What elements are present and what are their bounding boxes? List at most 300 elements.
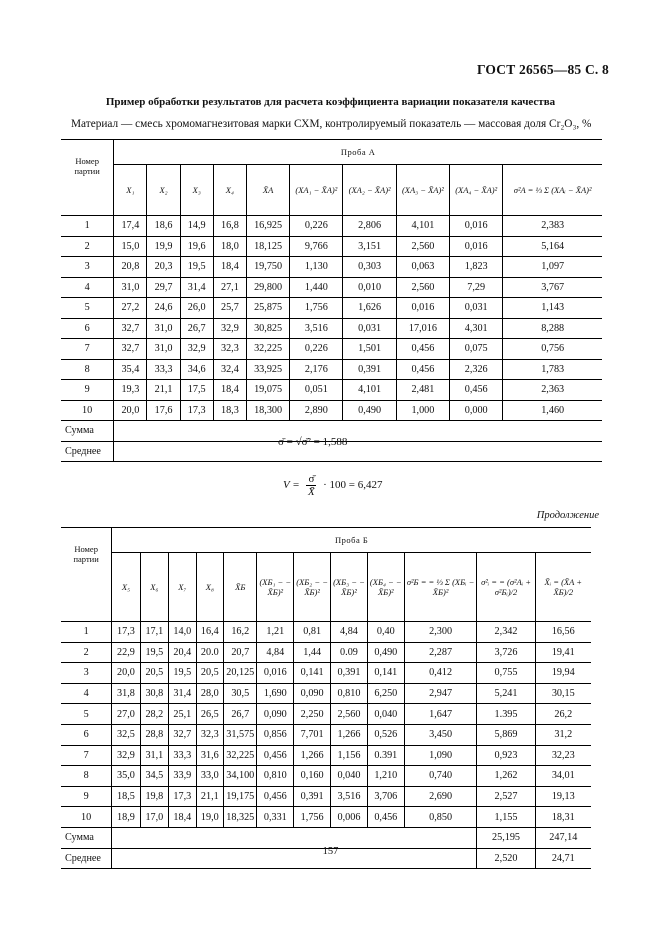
table-cell: 2,947 [404,683,477,704]
table-cell: 32,9 [112,745,140,766]
table-cell: 18,31 [535,807,591,828]
table-cell: 0,090 [257,704,294,725]
table-row [61,807,591,828]
lot-number-cell: 8 [61,766,112,787]
table-cell: 17,3 [180,400,213,421]
table-cell: 30,825 [246,318,289,339]
table-cell: 1,000 [396,400,449,421]
table-cell: 26,5 [196,704,224,725]
table-cell: 0,226 [290,216,343,237]
table-cell: 4,301 [450,318,503,339]
sum-value: 247,14 [535,827,591,848]
table-cell: 19,5 [180,257,213,278]
table-cell: 32,9 [213,318,246,339]
table-cell: 31,6 [196,745,224,766]
table-cell: 5,241 [477,683,535,704]
table-cell: 29,800 [246,277,289,298]
table-cell: 2,342 [477,622,535,643]
table-cell: 30,15 [535,683,591,704]
table-cell: 19,750 [246,257,289,278]
table-cell: 0,051 [290,380,343,401]
header-row-group [61,528,591,553]
table-cell: 1,44 [294,642,331,663]
formula-v-num: σ̄ [308,473,315,485]
table-cell: 2,300 [404,622,477,643]
table-cell: 33,3 [147,359,180,380]
table-cell: 26,7 [224,704,257,725]
table-cell: 2,481 [396,380,449,401]
table-cell: 34,5 [140,766,168,787]
table-cell: 14,0 [169,622,197,643]
table-cell: 1,21 [257,622,294,643]
table-cell: 33,925 [246,359,289,380]
table-cell: 19,175 [224,786,257,807]
table-cell: 0,810 [257,766,294,787]
table-cell: 18,325 [224,807,257,828]
header-row-group [61,140,602,165]
table-row [61,663,591,684]
table-cell: 4,84 [257,642,294,663]
lot-label-2: партии [74,166,100,176]
table-cell: 25,7 [213,298,246,319]
table-cell: 20.0 [196,642,224,663]
document-title: Пример обработки результатов для расчета коэффициента вариации показателя качества [105,96,556,108]
table-cell: 31,4 [169,683,197,704]
formula-sigma: σ̄ = √σ̄² = 1,588 [278,436,348,448]
table-cell: 0,490 [343,400,396,421]
table-cell: 0.09 [331,642,368,663]
lot-number-cell: 2 [61,642,112,663]
table-cell: 31,1 [140,745,168,766]
table-row [61,318,602,339]
table-cell: 1,143 [503,298,602,319]
table-cell: 9,766 [290,236,343,257]
table-cell: 6,250 [367,683,404,704]
lot-number-cell: 3 [61,663,112,684]
table-cell: 18,125 [246,236,289,257]
mean-empty [114,441,602,462]
mean-label: Среднее [61,441,114,462]
column-header: X₈ [196,553,224,622]
table-cell: 1,155 [477,807,535,828]
table-cell: 3,450 [404,724,477,745]
table-cell: 17,1 [140,622,168,643]
table-cell: 1,266 [294,745,331,766]
table-cell: 16,56 [535,622,591,643]
table-cell: 32,7 [114,339,147,360]
header-row-columns [61,165,602,216]
table-cell: 27,1 [213,277,246,298]
table-cell: 19,3 [114,380,147,401]
sample-group-label: Проба Б [112,528,591,553]
table-cell: 0,226 [290,339,343,360]
lot-number-cell: 1 [61,622,112,643]
table-cell: 2,806 [343,216,396,237]
table-cell: 35,0 [112,766,140,787]
lot-number-header [61,528,112,622]
table-cell: 25,1 [169,704,197,725]
table-cell: 1,501 [343,339,396,360]
table-cell: 0,303 [343,257,396,278]
table-cell: 2,560 [331,704,368,725]
table-cell: 31,0 [114,277,147,298]
column-header: (XA₄ − X̄A)² [450,165,503,216]
table-cell: 31,8 [112,683,140,704]
column-header: σ²ᵢ = = (σ²Aᵢ + σ²Бᵢ)/2 [477,553,535,622]
table-cell: 0,756 [503,339,602,360]
table-cell: 0,456 [396,359,449,380]
lot-number-cell: 8 [61,359,114,380]
table-cell: 32,7 [114,318,147,339]
table-cell: 17,016 [396,318,449,339]
column-header: X₄ [213,165,246,216]
column-header: (XБ₃ − − X̄Б)² [331,553,368,622]
table-cell: 20,0 [112,663,140,684]
table-cell: 32,4 [213,359,246,380]
table-cell: 0,016 [450,236,503,257]
table-cell: 19,41 [535,642,591,663]
table-cell: 16,925 [246,216,289,237]
table-cell: 1,690 [257,683,294,704]
lot-number-cell: 5 [61,298,114,319]
table-cell: 17,3 [112,622,140,643]
table-cell: 18,4 [169,807,197,828]
formula-v-fraction [306,473,316,498]
table-cell: 0,923 [477,745,535,766]
sample-group-label: Проба А [114,140,602,165]
lot-number-cell: 5 [61,704,112,725]
table-cell: 0,031 [343,318,396,339]
table-cell: 0,456 [257,786,294,807]
table-cell: 4,101 [396,216,449,237]
table-cell: 20,0 [114,400,147,421]
table-cell: 25,875 [246,298,289,319]
table-cell: 15,0 [114,236,147,257]
sum-empty [112,827,477,848]
lot-number-header [61,140,114,216]
formula-v-rhs: · 100 = 6,427 [323,479,383,492]
table-row [61,339,602,360]
table-cell: 0,490 [367,642,404,663]
table-cell: 21,1 [196,786,224,807]
table-cell: 21,1 [147,380,180,401]
column-header: (XA₁ − X̄A)² [290,165,343,216]
table-cell: 2,250 [294,704,331,725]
table-cell: 0,160 [294,766,331,787]
table-cell: 0,141 [367,663,404,684]
table-cell: 28,0 [196,683,224,704]
table-cell: 2,363 [503,380,602,401]
table-cell: 1,266 [331,724,368,745]
table-cell: 0,141 [294,663,331,684]
table-row [61,724,591,745]
table-cell: 19,9 [147,236,180,257]
table-row [61,766,591,787]
table-cell: 33,9 [169,766,197,787]
table-cell: 1,440 [290,277,343,298]
table-cell: 18,4 [213,257,246,278]
table-row [61,277,602,298]
table-cell: 3,767 [503,277,602,298]
table-cell: 7,701 [294,724,331,745]
table-cell: 18,300 [246,400,289,421]
table-cell: 0,000 [450,400,503,421]
table-cell: 1,156 [331,745,368,766]
continuation-label: Продолжение [536,510,599,521]
table-cell: 0,016 [257,663,294,684]
table-cell: 16,8 [213,216,246,237]
table-cell: 0,856 [257,724,294,745]
table-cell: 18,0 [213,236,246,257]
column-header: X₃ [180,165,213,216]
column-header: X₇ [169,553,197,622]
table-cell: 18,4 [213,380,246,401]
table-cell: 26,2 [535,704,591,725]
table-cell: 18,5 [112,786,140,807]
table-cell: 33,0 [196,766,224,787]
table-cell: 0,810 [331,683,368,704]
table-cell: 19,8 [140,786,168,807]
lot-label-1: Номер [74,544,98,554]
table-cell: 2,326 [450,359,503,380]
table-cell: 2,560 [396,236,449,257]
column-header: X̄A [246,165,289,216]
table-cell: 28,8 [140,724,168,745]
table-cell: 19,0 [196,807,224,828]
table-cell: 0,755 [477,663,535,684]
table-cell: 0,526 [367,724,404,745]
table-cell: 19,5 [140,642,168,663]
table-cell: 0,075 [450,339,503,360]
table-cell: 1,783 [503,359,602,380]
column-header: (XA₃ − X̄A)² [396,165,449,216]
table-cell: 26,0 [180,298,213,319]
lot-number-cell: 6 [61,724,112,745]
table-cell: 30,5 [224,683,257,704]
table-cell: 1,756 [294,807,331,828]
table-sample-a [61,139,602,462]
table-cell: 30,8 [140,683,168,704]
table-cell: 0,040 [367,704,404,725]
table-cell: 22,9 [112,642,140,663]
table-cell: 0,006 [331,807,368,828]
table-cell: 0,81 [294,622,331,643]
table-cell: 31,2 [535,724,591,745]
table-cell: 18,6 [147,216,180,237]
table-cell: 20,7 [224,642,257,663]
table-cell: 0,740 [404,766,477,787]
table-row [61,236,602,257]
lot-number-cell: 9 [61,380,114,401]
table-cell: 2,527 [477,786,535,807]
lot-number-cell: 2 [61,236,114,257]
table-cell: 32,3 [196,724,224,745]
table-cell: 19,6 [180,236,213,257]
table-cell: 16,4 [196,622,224,643]
column-header: X₆ [140,553,168,622]
table-cell: 20,8 [114,257,147,278]
table-cell: 34,100 [224,766,257,787]
table-row [61,704,591,725]
table-cell: 0,063 [396,257,449,278]
table-cell: 1.395 [477,704,535,725]
table-cell: 18,9 [112,807,140,828]
sum-value: 25,195 [477,827,535,848]
lot-number-cell: 10 [61,807,112,828]
page-number: 157 [322,846,339,857]
table-cell: 31,0 [147,318,180,339]
table-cell: 20,125 [224,663,257,684]
table-cell: 20,5 [196,663,224,684]
table-cell: 3,516 [331,786,368,807]
table-cell: 3,151 [343,236,396,257]
table-cell: 14,9 [180,216,213,237]
table-cell: 0,040 [331,766,368,787]
sum-label: Сумма [61,421,114,442]
table-cell: 0,456 [367,807,404,828]
table-cell: 0.391 [367,745,404,766]
table-cell: 33,3 [169,745,197,766]
table-cell: 5,164 [503,236,602,257]
table-cell: 0,40 [367,622,404,643]
table-cell: 1,626 [343,298,396,319]
column-header: X̄ᵢ = (X̄A + X̄Б)/2 [535,553,591,622]
table-cell: 19,94 [535,663,591,684]
column-header: σ²A = ⅓ Σ (XAᵢ − X̄A)² [503,165,602,216]
table-row [61,622,591,643]
table-cell: 20,5 [140,663,168,684]
table-row [61,745,591,766]
table-cell: 18,3 [213,400,246,421]
table-cell: 35,4 [114,359,147,380]
table-cell: 28,2 [140,704,168,725]
lot-number-cell: 4 [61,277,114,298]
lot-number-cell: 7 [61,339,114,360]
header-row-columns [61,553,591,622]
table-cell: 1,210 [367,766,404,787]
table-cell: 20,4 [169,642,197,663]
table-cell: 32,5 [112,724,140,745]
table-cell: 0,391 [343,359,396,380]
table-cell: 19,075 [246,380,289,401]
table-cell: 3,706 [367,786,404,807]
table-cell: 31,0 [147,339,180,360]
table-cell: 32,225 [246,339,289,360]
table-cell: 1,823 [450,257,503,278]
table-cell: 34,01 [535,766,591,787]
table-cell: 32,9 [180,339,213,360]
table-cell: 0,850 [404,807,477,828]
table-row [61,786,591,807]
table-cell: 1,756 [290,298,343,319]
table-cell: 0,391 [331,663,368,684]
table-cell: 0,456 [450,380,503,401]
column-header: (XБ₁ − − X̄Б)² [257,553,294,622]
table-cell: 0,010 [343,277,396,298]
standard-header: ГОСТ 26565—85 С. 8 [476,62,609,77]
lot-label-1: Номер [75,156,99,166]
table-cell: 0,331 [257,807,294,828]
table-cell: 27,2 [114,298,147,319]
lot-label-2: партии [73,554,99,564]
column-header: X̄Б [224,553,257,622]
table-cell: 0,456 [257,745,294,766]
table-cell: 17,3 [169,786,197,807]
sum-empty [114,421,602,442]
table-cell: 0,412 [404,663,477,684]
table-cell: 26,7 [180,318,213,339]
table-cell: 19,13 [535,786,591,807]
formula-v-den: X̄ [308,486,315,498]
table-cell: 17,0 [140,807,168,828]
table-cell: 17,6 [147,400,180,421]
table-cell: 16,2 [224,622,257,643]
table-row [61,359,602,380]
column-header: X₁ [114,165,147,216]
table-cell: 31,4 [180,277,213,298]
table-row [61,380,602,401]
table-row [61,216,602,237]
sum-row [61,827,591,848]
table-cell: 3,726 [477,642,535,663]
table-cell: 0,016 [450,216,503,237]
table-cell: 2,690 [404,786,477,807]
table-cell: 1,097 [503,257,602,278]
table-cell: 2,890 [290,400,343,421]
table-cell: 1,262 [477,766,535,787]
mean-value: 2,520 [477,848,535,869]
column-header: (XБ₄ − − X̄Б)² [367,553,404,622]
table-cell: 32,3 [213,339,246,360]
lot-number-cell: 10 [61,400,114,421]
table-row [61,642,591,663]
table-cell: 8,288 [503,318,602,339]
table-cell: 2,176 [290,359,343,380]
table-cell: 2,287 [404,642,477,663]
table-cell: 1,130 [290,257,343,278]
table-cell: 19,5 [169,663,197,684]
table-cell: 27,0 [112,704,140,725]
table-cell: 1,647 [404,704,477,725]
lot-number-cell: 6 [61,318,114,339]
table-cell: 29,7 [147,277,180,298]
table-cell: 34,6 [180,359,213,380]
lot-number-cell: 1 [61,216,114,237]
table-cell: 17,5 [180,380,213,401]
table-cell: 0,456 [396,339,449,360]
table-row [61,683,591,704]
table-cell: 2,560 [396,277,449,298]
table-cell: 1,460 [503,400,602,421]
lot-number-cell: 9 [61,786,112,807]
column-header: (XA₂ − X̄A)² [343,165,396,216]
formula-v [283,473,383,498]
table-cell: 32,23 [535,745,591,766]
column-header: X₂ [147,165,180,216]
table-cell: 1,090 [404,745,477,766]
table-row [61,257,602,278]
formula-v-lhs: V = [283,479,300,492]
mean-label: Среднее [61,848,112,869]
material-description: Материал — смесь хромомагнезитовая марки СХМ, контролируемый показатель — массовая доля Cr₂O₃, % [71,118,592,130]
table-cell: 5,869 [477,724,535,745]
table-cell: 0,090 [294,683,331,704]
sum-label: Сумма [61,827,112,848]
table-cell: 24,6 [147,298,180,319]
table-cell: 0,391 [294,786,331,807]
table-cell: 20,3 [147,257,180,278]
table-cell: 0,031 [450,298,503,319]
